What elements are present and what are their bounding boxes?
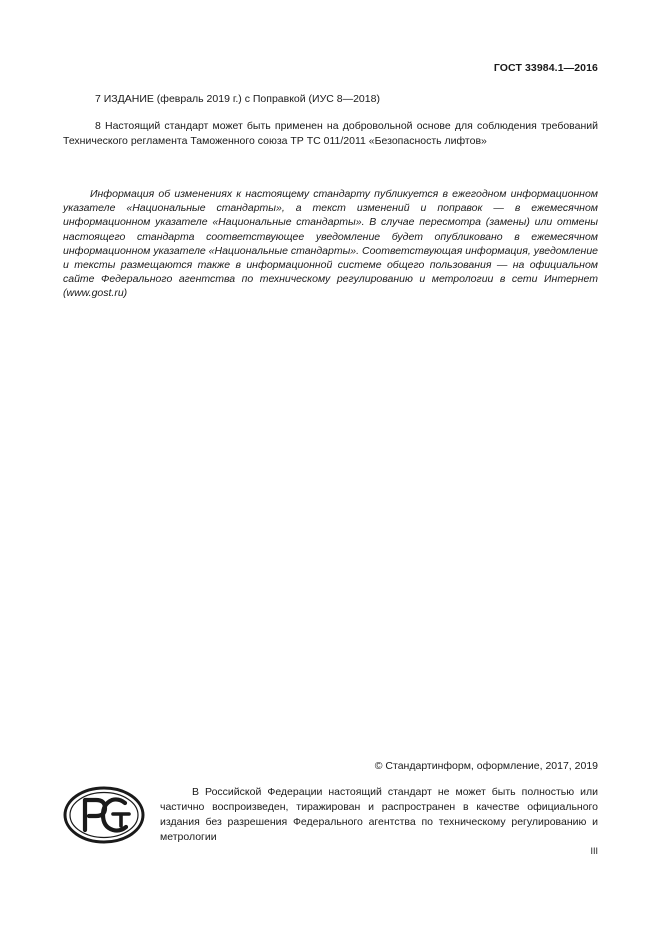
reproduction-notice: В Российской Федерации настоящий стандарт не может быть полностью или частично воспроизведен, тиражирован и распространен в качестве официального издания без разрешения Федерального агентства по техническому регулированию и метрологии (160, 786, 598, 843)
copyright-line: © Стандартинформ, оформление, 2017, 2019 (374, 760, 598, 772)
standard-code: ГОСТ 33984.1—2016 (493, 62, 598, 74)
rst-certification-logo-icon (63, 786, 145, 844)
edition-item: 7 ИЗДАНИЕ (февраль 2019 г.) с Поправкой (ИУС 8—2018) (95, 93, 380, 105)
applicability-item: 8 Настоящий стандарт может быть применен на добровольной основе для соблюдения требований Технического регламента Таможенного союза ТР ТС 011/2011 «Безопасность лифтов» (63, 120, 598, 147)
changes-information-paragraph: Информация об изменениях к настоящему стандарту публикуется в ежегодном информационном указателе «Национальные стандарты», а текст изменений и поправок — в ежемесячном информационном указателе «Национальные стандарты». В случае пересмотра (замены) или отмены настоящего стандарта соответствующее уведомление будет опубликовано в ежемесячном информационном указателе «Национальные стандарты». Соответствующая информация, уведомление и тексты размещаются также в информационной системе общего пользования — на официальном сайте Федерального агентства по техническому регулированию и метрологии в сети Интернет (www.gost.ru) (63, 188, 598, 300)
page-number: III (590, 846, 598, 856)
